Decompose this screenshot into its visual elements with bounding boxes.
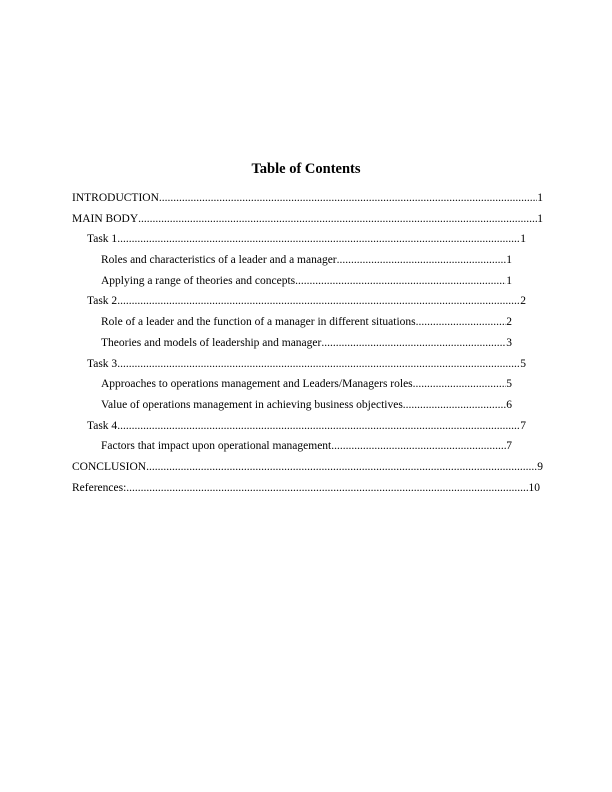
toc-title: Table of Contents	[251, 161, 361, 177]
toc-entry-introduction[interactable]	[72, 191, 543, 212]
toc-entry-text: Theories and models of leadership and manager	[101, 336, 322, 349]
toc-entry-references[interactable]	[72, 481, 540, 502]
toc-entry-text: CONCLUSION	[72, 460, 147, 473]
toc-entry-text: Factors that impact upon operational management	[101, 440, 332, 453]
toc-entry-text: Role of a leader and the function of a manager in different situations	[101, 316, 416, 329]
toc-entry-text: INTRODUCTION	[72, 192, 159, 204]
toc-dot-leader	[331, 439, 506, 453]
toc-page-number: 1	[506, 254, 512, 267]
toc-page-number: 5	[506, 378, 512, 391]
toc-entry-main-body[interactable]	[72, 212, 543, 233]
toc-dot-leader	[321, 336, 506, 350]
toc-entry-text: Roles and characteristics of a leader and a manager	[101, 254, 337, 267]
toc-page-number: 1	[537, 192, 543, 204]
toc-dot-leader	[138, 212, 537, 226]
toc-entry-text: Value of operations management in achieving business objectives	[101, 398, 403, 411]
toc-entry-conclusion[interactable]	[72, 460, 543, 481]
toc-page-number: 2	[520, 295, 526, 308]
toc-page-number: 5	[520, 357, 526, 370]
toc-page-number: 10	[528, 481, 540, 494]
toc-dot-leader	[126, 481, 528, 495]
toc-entry-text: Task 2	[87, 295, 118, 308]
toc-dot-leader	[117, 232, 520, 246]
toc-dot-leader	[416, 315, 507, 329]
toc-entry-task-2[interactable]	[87, 294, 526, 315]
toc-page-number: 3	[506, 336, 512, 349]
toc-dot-leader	[413, 377, 507, 391]
toc-entry-text: References:	[72, 481, 127, 494]
toc-entry-task-4[interactable]	[87, 419, 526, 440]
toc-entry-text: Task 1	[87, 233, 118, 246]
toc-entry-text: Applying a range of theories and concepts	[101, 274, 296, 287]
toc-entry-text: Task 3	[87, 357, 118, 370]
toc-dot-leader	[117, 357, 520, 371]
toc-page-number: 6	[506, 398, 512, 411]
toc-entry-text: Approaches to operations management and Leaders/Managers roles	[101, 378, 413, 391]
toc-entry-theories-models[interactable]	[101, 336, 512, 357]
toc-dot-leader	[117, 419, 520, 433]
toc-page-number: 2	[506, 316, 512, 329]
toc-entry-roles-characteristics[interactable]	[101, 253, 512, 274]
toc-dot-leader	[117, 294, 520, 308]
toc-list	[72, 191, 547, 501]
toc-dot-leader	[146, 460, 537, 474]
toc-entry-text: MAIN BODY	[72, 212, 139, 225]
toc-entry-task-3[interactable]	[87, 357, 526, 378]
toc-entry-text: Task 4	[87, 419, 118, 432]
toc-page-number: 9	[537, 460, 543, 473]
toc-dot-leader	[337, 253, 507, 267]
toc-dot-leader	[403, 398, 506, 412]
toc-dot-leader	[295, 274, 506, 288]
toc-entry-factors-impact[interactable]	[101, 439, 512, 460]
toc-page-number: 1	[520, 233, 526, 246]
toc-entry-task-1[interactable]	[87, 232, 526, 253]
toc-entry-approaches-operations[interactable]	[101, 377, 512, 398]
toc-page-number: 7	[520, 419, 526, 432]
toc-page-number: 1	[506, 274, 512, 287]
toc-page-number: 1	[537, 212, 543, 225]
toc-dot-leader	[159, 191, 537, 205]
toc-entry-role-of-leader[interactable]	[101, 315, 512, 336]
toc-page-number: 7	[506, 440, 512, 453]
toc-entry-value-operations[interactable]	[101, 398, 512, 419]
toc-entry-applying-theories[interactable]	[101, 274, 512, 295]
